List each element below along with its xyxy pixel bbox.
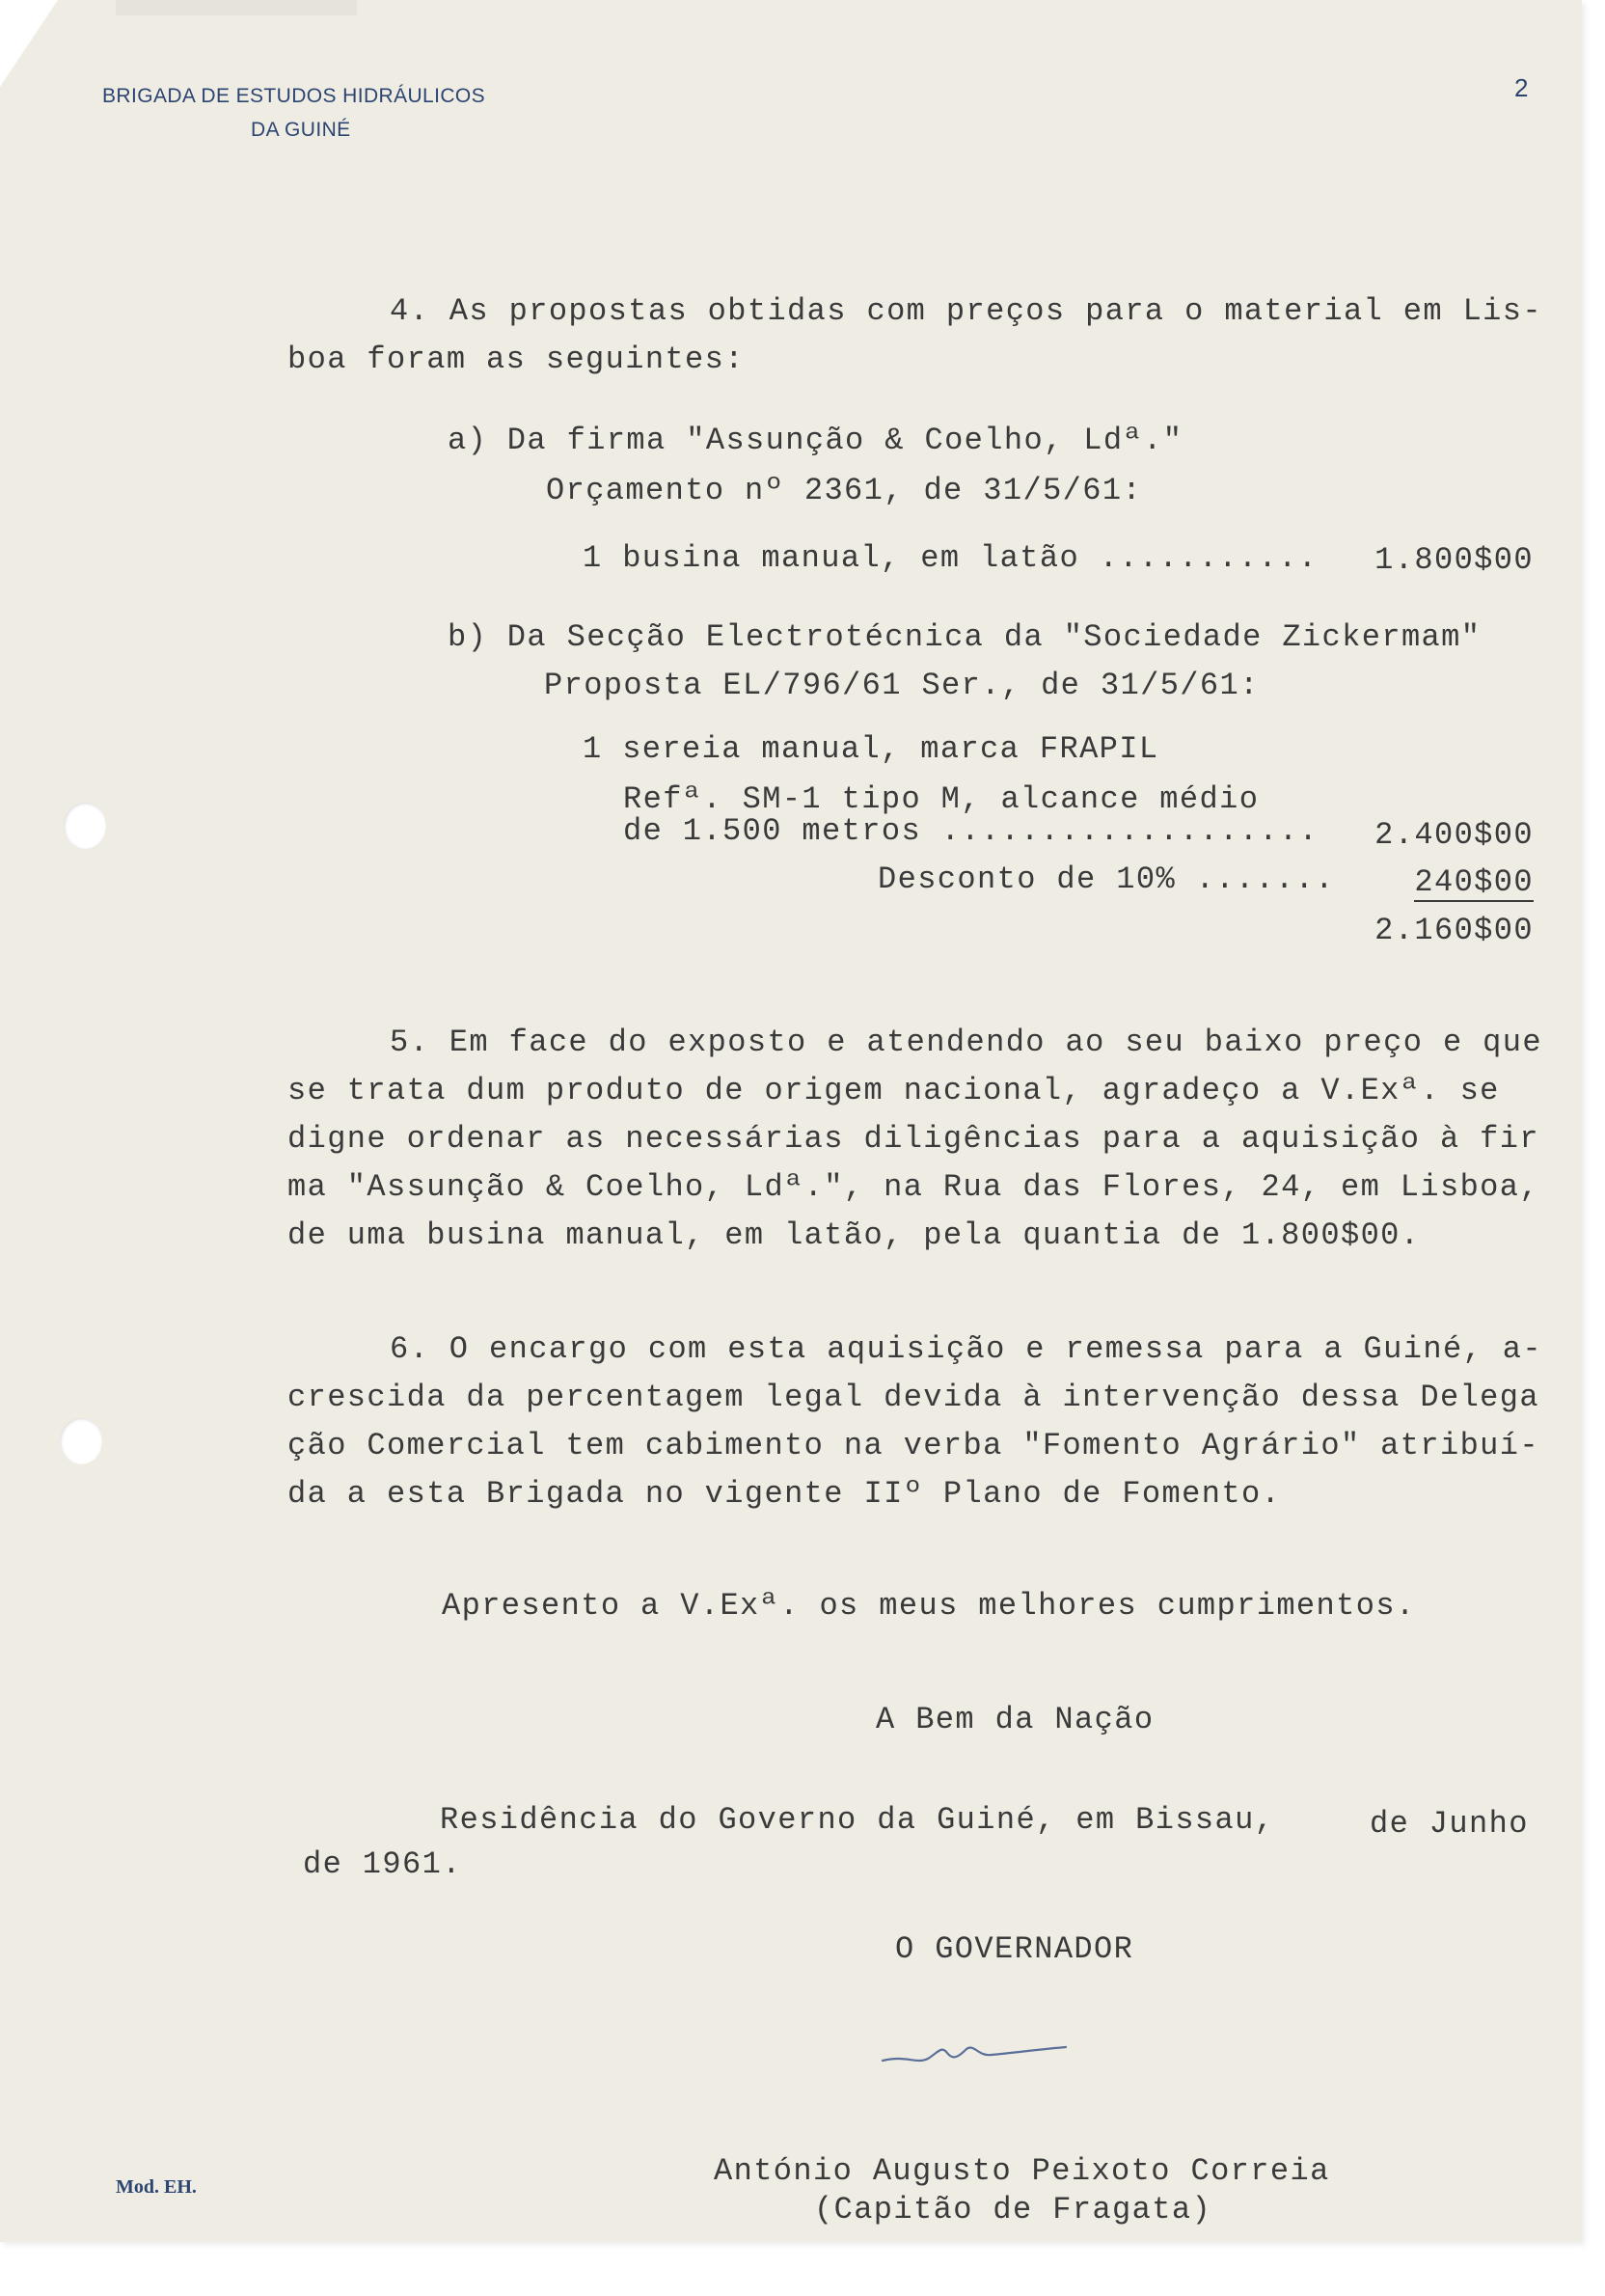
item4-b-item-1: 1 sereia manual, marca FRAPIL <box>583 731 1159 767</box>
item4-b-discount-value: 240$00 <box>1414 864 1534 900</box>
item5-line-3: digne ordenar as necessárias diligências para a aquisição à fir <box>287 1121 1539 1157</box>
letterhead-line-2: DA GUINÉ <box>251 119 351 141</box>
paper-tab <box>116 0 357 15</box>
item6-line-2: crescida da percentagem legal devida à intervenção dessa Delega <box>287 1380 1539 1415</box>
item5-line-4: ma "Assunção & Coelho, Ldª.", na Rua das Flores, 24, em Lisboa, <box>287 1169 1539 1205</box>
item5-line-5: de uma busina manual, em latão, pela quantia de 1.800$00. <box>287 1217 1421 1253</box>
item6-line-4: da a esta Brigada no vigente IIº Plano de Fomento. <box>287 1476 1282 1512</box>
page-number: 2 <box>1514 73 1529 102</box>
letterhead-line-1: BRIGADA DE ESTUDOS HIDRÁULICOS <box>102 85 486 107</box>
closing-month: de Junho <box>1370 1806 1529 1842</box>
item5-line-2: se trata dum produto de origem nacional, agradeço a V.Exª. se <box>287 1073 1500 1108</box>
item4-a-line-1: a) Da firma "Assunção & Coelho, Ldª." <box>448 423 1183 458</box>
closing-year: de 1961. <box>303 1846 462 1882</box>
punch-hole-top <box>64 803 106 849</box>
item4-b-discount: Desconto de 10% ....... <box>878 861 1335 897</box>
signer-rank: (Capitão de Fragata) <box>814 2192 1212 2228</box>
item4-b-total: 2.160$00 <box>1374 913 1534 948</box>
item4-a-price: 1.800$00 <box>1374 542 1534 578</box>
item4-line-2: boa foram as seguintes: <box>287 342 745 377</box>
item4-a-item: 1 busina manual, em latão ........... <box>583 540 1319 576</box>
handwritten-signature <box>878 2036 1071 2074</box>
item6-line-3: ção Comercial tem cabimento na verba "Fomento Agrário" atribuí- <box>287 1428 1539 1463</box>
punch-hole-bottom <box>60 1418 102 1464</box>
folded-corner <box>0 0 58 87</box>
item4-b-price: 2.400$00 <box>1374 817 1534 853</box>
form-code: Mod. EH. <box>116 2176 197 2198</box>
closing-title: O GOVERNADOR <box>895 1931 1134 1967</box>
closing-place: Residência do Governo da Guiné, em Bissau, <box>440 1802 1275 1838</box>
item4-b-item-3: de 1.500 metros ................... <box>623 813 1319 849</box>
item4-line-1: 4. As propostas obtidas com preços para o material em Lis- <box>390 293 1542 329</box>
closing-motto: A Bem da Nação <box>876 1702 1155 1737</box>
item4-b-line-2: Proposta EL/796/61 Ser., de 31/5/61: <box>544 668 1260 703</box>
item6-line-1: 6. O encargo com esta aquisição e remessa para a Guiné, a- <box>390 1331 1542 1367</box>
item5-line-1: 5. Em face do exposto e atendendo ao seu baixo preço e que <box>390 1025 1542 1060</box>
item4-b-item-2: Refª. SM-1 tipo M, alcance médio <box>623 781 1260 817</box>
signer-name: António Augusto Peixoto Correia <box>714 2153 1330 2189</box>
closing-greeting: Apresento a V.Exª. os meus melhores cumprimentos. <box>442 1588 1416 1624</box>
item4-a-line-2: Orçamento nº 2361, de 31/5/61: <box>546 473 1143 508</box>
item4-b-line-1: b) Da Secção Electrotécnica da "Sociedade Zickermam" <box>448 619 1482 655</box>
